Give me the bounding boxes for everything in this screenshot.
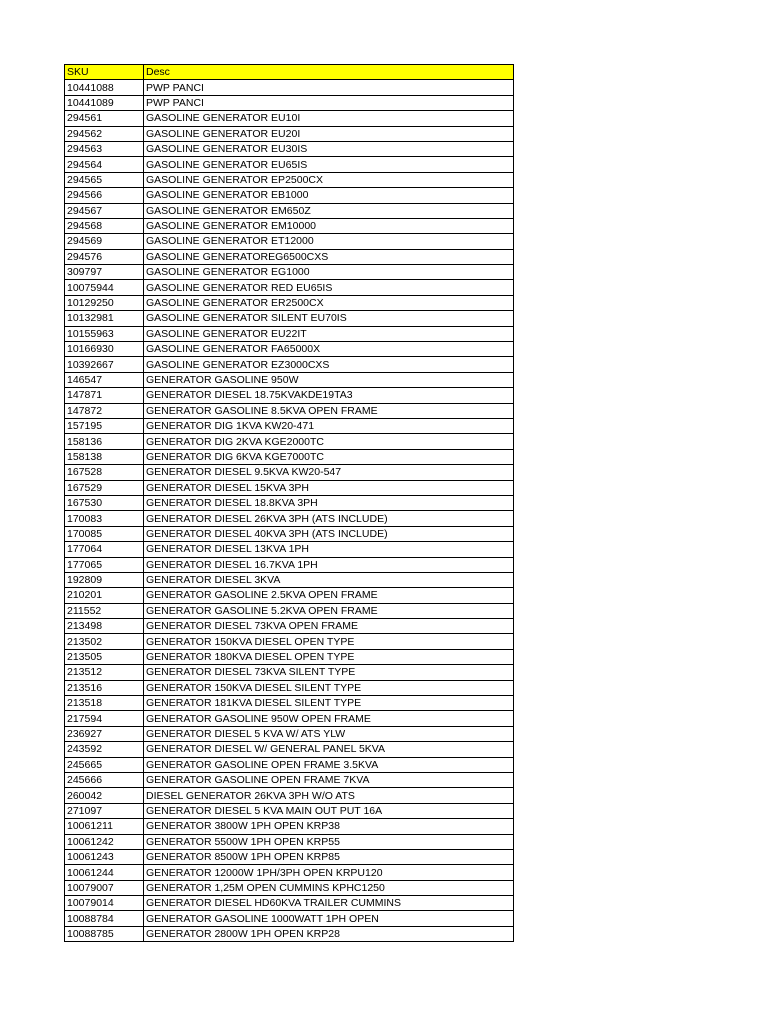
sku-cell: 294562 [65,126,144,141]
sku-cell: 213512 [65,665,144,680]
sku-cell: 294565 [65,172,144,187]
desc-cell: GENERATOR DIESEL 18.8KVA 3PH [144,495,514,510]
desc-cell: GENERATOR GASOLINE OPEN FRAME 7KVA [144,772,514,787]
sku-cell: 10392667 [65,357,144,372]
desc-cell: GENERATOR DIESEL 9.5KVA KW20-547 [144,465,514,480]
table-row [65,572,514,587]
desc-cell: GENERATOR 1,25M OPEN CUMMINS KPHC1250 [144,880,514,895]
sku-cell: 10061211 [65,819,144,834]
sku-cell: 243592 [65,742,144,757]
desc-cell: GASOLINE GENERATOR ET12000 [144,234,514,249]
desc-cell: GENERATOR 150KVA DIESEL OPEN TYPE [144,634,514,649]
table-row [65,834,514,849]
sku-cell: 10166930 [65,342,144,357]
desc-cell: GENERATOR 180KVA DIESEL OPEN TYPE [144,649,514,664]
table-row [65,588,514,603]
table-row [65,819,514,834]
sku-cell: 146547 [65,372,144,387]
sku-cell: 245666 [65,772,144,787]
sku-cell: 309797 [65,265,144,280]
desc-cell: GENERATOR DIESEL 3KVA [144,572,514,587]
sku-cell: 10132981 [65,311,144,326]
desc-cell: GASOLINE GENERATOR EM10000 [144,218,514,233]
sku-cell: 10061244 [65,865,144,880]
desc-cell: GASOLINE GENERATOR EU65IS [144,157,514,172]
table-row [65,311,514,326]
sku-cell: 213516 [65,680,144,695]
sku-table [64,64,514,942]
table-row [65,926,514,941]
table-row [65,665,514,680]
sku-cell: 157195 [65,418,144,433]
desc-cell: GASOLINE GENERATOR EU20I [144,126,514,141]
sku-cell: 271097 [65,803,144,818]
desc-cell: GENERATOR DIESEL 40KVA 3PH (ATS INCLUDE) [144,526,514,541]
desc-cell: GENERATOR DIG 1KVA KW20-471 [144,418,514,433]
table-row [65,434,514,449]
sku-cell: 217594 [65,711,144,726]
table-row [65,511,514,526]
desc-cell: GENERATOR GASOLINE OPEN FRAME 3.5KVA [144,757,514,772]
sku-cell: 10129250 [65,295,144,310]
desc-cell: GENERATOR DIESEL 5 KVA W/ ATS YLW [144,726,514,741]
desc-cell: GENERATOR GASOLINE 1000WATT 1PH OPEN [144,911,514,926]
desc-cell: GASOLINE GENERATOR EU10I [144,111,514,126]
desc-cell: GASOLINE GENERATOR EB1000 [144,188,514,203]
table-row [65,480,514,495]
sku-cell: 170083 [65,511,144,526]
table-row [65,634,514,649]
table-row [65,280,514,295]
desc-cell: GASOLINE GENERATOR FA65000X [144,342,514,357]
sku-cell: 177064 [65,542,144,557]
sku-cell: 210201 [65,588,144,603]
desc-cell: GENERATOR GASOLINE 5.2KVA OPEN FRAME [144,603,514,618]
desc-cell: GASOLINE GENERATOR EU30IS [144,141,514,156]
table-row [65,188,514,203]
desc-cell: GENERATOR GASOLINE 2.5KVA OPEN FRAME [144,588,514,603]
desc-cell: GENERATOR 150KVA DIESEL SILENT TYPE [144,680,514,695]
sku-cell: 294569 [65,234,144,249]
sku-cell: 294561 [65,111,144,126]
table-row [65,526,514,541]
desc-cell: GASOLINE GENERATOR RED EU65IS [144,280,514,295]
table-row [65,803,514,818]
table-row [65,234,514,249]
desc-cell: GASOLINE GENERATOR EG1000 [144,265,514,280]
desc-cell: DIESEL GENERATOR 26KVA 3PH W/O ATS [144,788,514,803]
desc-cell: GENERATOR GASOLINE 950W [144,372,514,387]
sku-cell: 294566 [65,188,144,203]
sku-cell: 170085 [65,526,144,541]
sku-cell: 236927 [65,726,144,741]
desc-cell: GENERATOR 12000W 1PH/3PH OPEN KRPU120 [144,865,514,880]
table-row [65,495,514,510]
desc-cell: GASOLINE GENERATOR EM650Z [144,203,514,218]
desc-cell: GENERATOR DIG 2KVA KGE2000TC [144,434,514,449]
desc-cell: GENERATOR GASOLINE 8.5KVA OPEN FRAME [144,403,514,418]
desc-cell: GENERATOR DIESEL 73KVA SILENT TYPE [144,665,514,680]
header-desc: Desc [144,65,514,80]
sku-cell: 177065 [65,557,144,572]
sku-cell: 167530 [65,495,144,510]
desc-cell: GENERATOR DIESEL 5 KVA MAIN OUT PUT 16A [144,803,514,818]
desc-cell: GENERATOR DIESEL 13KVA 1PH [144,542,514,557]
sku-cell: 192809 [65,572,144,587]
table-row [65,388,514,403]
sku-cell: 10441089 [65,95,144,110]
desc-cell: GENERATOR DIESEL 18.75KVAKDE19TA3 [144,388,514,403]
sku-cell: 294576 [65,249,144,264]
desc-cell: PWP PANCI [144,95,514,110]
table-row [65,126,514,141]
sku-cell: 158136 [65,434,144,449]
desc-cell: GASOLINE GENERATOR EP2500CX [144,172,514,187]
desc-cell: GENERATOR 181KVA DIESEL SILENT TYPE [144,696,514,711]
sku-cell: 213518 [65,696,144,711]
sku-cell: 211552 [65,603,144,618]
desc-cell: GENERATOR GASOLINE 950W OPEN FRAME [144,711,514,726]
table-row [65,218,514,233]
sku-cell: 245665 [65,757,144,772]
table-row [65,95,514,110]
sku-cell: 10075944 [65,280,144,295]
table-row [65,542,514,557]
table-row [65,680,514,695]
table-row [65,896,514,911]
sku-cell: 158138 [65,449,144,464]
desc-cell: GENERATOR 5500W 1PH OPEN KRP55 [144,834,514,849]
sku-cell: 147871 [65,388,144,403]
table-row [65,557,514,572]
desc-cell: GASOLINE GENERATOR SILENT EU70IS [144,311,514,326]
table-row [65,203,514,218]
sku-cell: 294563 [65,141,144,156]
table-row [65,849,514,864]
sku-cell: 294567 [65,203,144,218]
desc-cell: GENERATOR DIG 6KVA KGE7000TC [144,449,514,464]
sku-cell: 10088784 [65,911,144,926]
table-row [65,80,514,95]
sku-cell: 10441088 [65,80,144,95]
table-row [65,372,514,387]
sku-cell: 213505 [65,649,144,664]
sku-cell: 10155963 [65,326,144,341]
desc-cell: GENERATOR DIESEL 26KVA 3PH (ATS INCLUDE) [144,511,514,526]
table-row [65,726,514,741]
table-row [65,603,514,618]
table-row [65,157,514,172]
table-row [65,357,514,372]
sku-cell: 147872 [65,403,144,418]
sku-cell: 213498 [65,619,144,634]
sku-cell: 10079014 [65,896,144,911]
sku-cell: 10061242 [65,834,144,849]
table-row [65,265,514,280]
table-row [65,449,514,464]
table-body [65,80,514,942]
header-row [65,65,514,80]
sku-cell: 167529 [65,480,144,495]
desc-cell: GENERATOR 3800W 1PH OPEN KRP38 [144,819,514,834]
desc-cell: GENERATOR 8500W 1PH OPEN KRP85 [144,849,514,864]
desc-cell: GASOLINE GENERATOR EU22IT [144,326,514,341]
table-row [65,772,514,787]
table-row [65,649,514,664]
table-row [65,172,514,187]
table-row [65,249,514,264]
table-row [65,619,514,634]
desc-cell: PWP PANCI [144,80,514,95]
sku-cell: 213502 [65,634,144,649]
table-row [65,711,514,726]
table-row [65,465,514,480]
desc-cell: GASOLINE GENERATOR EZ3000CXS [144,357,514,372]
sku-cell: 167528 [65,465,144,480]
table-row [65,757,514,772]
table-row [65,295,514,310]
table-row [65,788,514,803]
table-row [65,342,514,357]
sku-cell: 10079007 [65,880,144,895]
desc-cell: GENERATOR DIESEL HD60KVA TRAILER CUMMINS [144,896,514,911]
desc-cell: GENERATOR DIESEL 15KVA 3PH [144,480,514,495]
sku-cell: 294564 [65,157,144,172]
sku-cell: 10061243 [65,849,144,864]
sku-cell: 260042 [65,788,144,803]
table-row [65,403,514,418]
desc-cell: GENERATOR 2800W 1PH OPEN KRP28 [144,926,514,941]
desc-cell: GENERATOR DIESEL 16.7KVA 1PH [144,557,514,572]
desc-cell: GENERATOR DIESEL 73KVA OPEN FRAME [144,619,514,634]
table-row [65,865,514,880]
table-row [65,418,514,433]
sku-cell: 294568 [65,218,144,233]
table-row [65,111,514,126]
sku-cell: 10088785 [65,926,144,941]
table-row [65,880,514,895]
header-sku: SKU [65,65,144,80]
table-row [65,696,514,711]
table-row [65,742,514,757]
table-row [65,911,514,926]
desc-cell: GENERATOR DIESEL W/ GENERAL PANEL 5KVA [144,742,514,757]
table-row [65,141,514,156]
desc-cell: GASOLINE GENERATOREG6500CXS [144,249,514,264]
desc-cell: GASOLINE GENERATOR ER2500CX [144,295,514,310]
table-row [65,326,514,341]
